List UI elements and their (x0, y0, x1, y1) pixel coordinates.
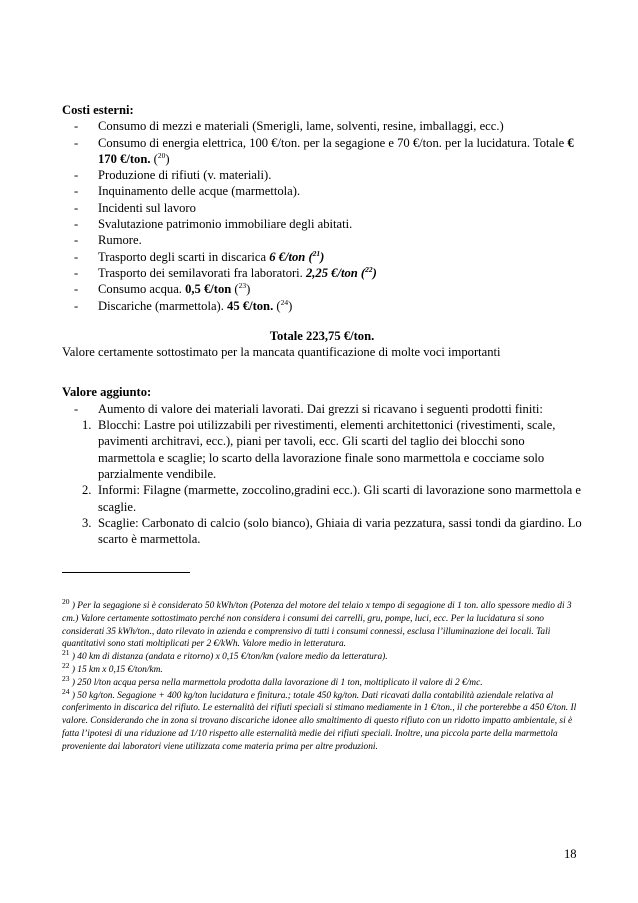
list-item: 3. Scaglie: Carbonato di calcio (solo bianco), Ghiaia di varia pezzatura, sassi tondi da giardino. Lo scarto è marmettola. (82, 515, 582, 547)
footnote-ref: 24 (280, 297, 289, 307)
dash-marker: - (74, 401, 79, 416)
list-number: 3. (82, 515, 92, 530)
energy-total: € 170 €/ton. (98, 135, 574, 166)
list-item: - Trasporto degli scarti in discarica 6 €/ton ($^{21}$) (74, 248, 325, 264)
dash-marker: - (74, 298, 79, 313)
footnote-ref: 22 (365, 264, 373, 274)
costi-heading: Costi esterni: (62, 103, 134, 117)
footnote-separator (62, 572, 190, 573)
dash-marker: - (74, 249, 79, 264)
valore-heading: Valore aggiunto: (62, 385, 152, 400)
costi-list (62, 118, 582, 314)
list-item: - Consumo di mezzi e materiali (Smerigli, lame, solventi, resine, imballaggi, ecc.) (74, 119, 504, 134)
section-gap (62, 360, 582, 384)
footnote-ref: 21 (312, 248, 321, 258)
list-item: - Inquinamento delle acque (marmettola). (74, 184, 301, 199)
list-item: 1. Blocchi: Lastre poi utilizzabili per rivestimenti, elementi architettonici (rivestimenti, scale, pavimenti architravi, ecc.), piani per tavoli, ecc. Gli scarti del taglio dei blocchi sono marmettola e scaglie; lo scarto della lavorazione finale sono marmettola e cocciame solo parzialmente vendibile. (82, 418, 556, 481)
footnote: $^{20}$ ) Per la segagione si è considerato 50 kWh/ton (Potenza del motore del telaio x tempo di segagione di 1 ton. allo spessore medio di 3 cm.) Valore certamente sottostimato perché non considera i consumi dei carrelli, gru, pompe, luci, ecc. Per la lucidatura si sono considerati 35 kWh/ton., dato rilevato in azienda e comprensivo di tutti i consumi connessi, esclusa l’illuminazione dei locali. Tali quantitativi sono stati moltiplicati per 2 €/kWh. Valore medio in letteratura. (62, 596, 572, 650)
footnote-ref: 20 (157, 150, 166, 160)
dash-marker: - (74, 217, 79, 232)
footnote-number: 23 (62, 673, 70, 683)
footnote-number: 22 (62, 660, 70, 670)
dash-marker: - (74, 200, 79, 215)
dash-marker: - (74, 282, 79, 297)
page-number: 18 (564, 847, 577, 861)
footnote-number: 20 (62, 596, 70, 606)
dash-marker: - (74, 184, 79, 199)
costi-note: Valore certamente sottostimato per la mancata quantificazione di molte voci importanti (62, 345, 501, 360)
list-item: - Produzione di rifiuti (v. materiali). (74, 168, 272, 183)
list-item: - Rumore. (74, 233, 142, 248)
footnote-ref: 23 (238, 281, 247, 291)
costi-total: Totale 223,75 €/ton. (269, 328, 375, 343)
footnote: $^{22}$ ) 15 km x 0,15 €/ton/km. (62, 660, 163, 675)
valore-numbered-list (62, 417, 582, 547)
footnote: $^{24}$ ) 50 kg/ton. Segagione + 400 kg/ton lucidatura e finitura.; totale 450 kg/ton. Dati ricavati dalla contabilità aziendale relativa al conferimento in discarica del rifiuto. Le esternalità dei rifiuti speciali si stimano mediamente in 1 €/ton., il che porterebbe a 450 €/ton. Il valore. Considerando che in zona si trovano discariche idonee allo smaltimento di questo rifiuto con un ridotto impatto ambientale, si è fatta l’ipotesi di una riduzione ad 1/10 rispetto alle esternalità medie dei rifiuti speciali. Inoltre, una piccola parte della marmettola proveniente dai laboratori viene utilizzata come materia prima per altre produzioni. (62, 686, 577, 752)
list-item: - Discariche (marmettola). 45 €/ton. ($^{24}$) (74, 297, 293, 313)
dash-marker: - (74, 233, 79, 248)
list-item: - Aumento di valore dei materiali lavorati. Dai grezzi si ricavano i seguenti prodotti finiti: (74, 401, 543, 416)
list-item: 2. Informi: Filagne (marmette, zoccolino,gradini ecc.). Gli scarti di lavorazione sono marmettola e scaglie. (82, 483, 581, 514)
dash-marker: - (74, 135, 79, 150)
list-item: - Consumo di energia elettrica, 100 €/ton. per la segagione e 70 €/ton. per la lucidatura. Totale € 170 €/ton. ($^{20}$) (74, 135, 574, 166)
footnote: $^{21}$ ) 40 km di distanza (andata e ritorno) x 0,15 €/ton/km (valore medio da letteratura). (62, 648, 388, 663)
list-item: - Trasporto dei semilavorati fra laboratori. 2,25 €/ton ($^{22}$) (74, 264, 377, 280)
list-number: 1. (82, 418, 92, 433)
footnote: $^{23}$ ) 250 l/ton acqua persa nella marmettola prodotta dalla lavorazione di 1 ton, moltiplicato il valore di 2 €/mc. (62, 673, 483, 688)
list-number: 2. (82, 483, 92, 498)
footnote-number: 24 (62, 686, 70, 696)
valore-dash-list (62, 401, 582, 417)
list-item: - Consumo acqua. 0,5 €/ton ($^{23}$) (74, 281, 251, 297)
footnotes (62, 596, 582, 754)
list-item: - Svalutazione patrimonio immobiliare degli abitati. (74, 217, 353, 232)
dash-marker: - (74, 119, 79, 134)
list-item: - Incidenti sul lavoro (74, 200, 196, 215)
main-content (62, 102, 582, 547)
dash-marker: - (74, 265, 79, 280)
footnote-number: 21 (62, 648, 70, 658)
dash-marker: - (74, 168, 79, 183)
